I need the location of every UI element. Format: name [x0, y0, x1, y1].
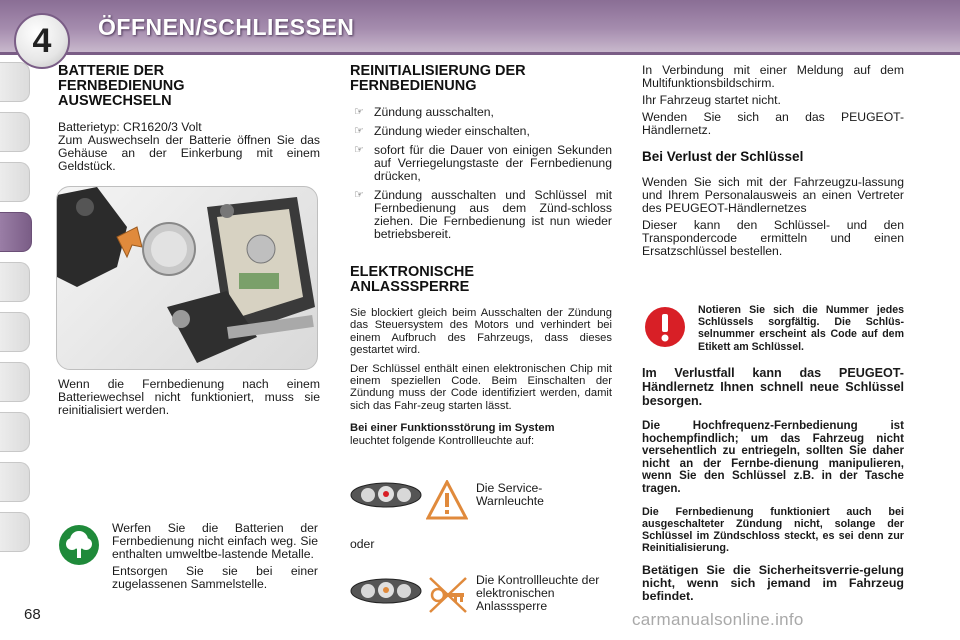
immobiliser-section-title: ELEKTRONISCHE ANLASSSPERRE — [350, 264, 475, 295]
malfunction-text: leuchtet folgende Kontrollleuchte auf: — [350, 434, 535, 447]
immobiliser-key-crossed-icon — [426, 574, 470, 621]
warning-triangle-icon — [426, 480, 468, 525]
chapter-tab-rail — [0, 62, 34, 582]
dashboard-immobiliser-lamp-icon — [350, 578, 422, 609]
chapter-tab-8[interactable] — [0, 412, 30, 452]
watermark: carmanualsonline.info — [632, 610, 804, 629]
reinit-section-title: REINITIALISIERUNG DER FERNBEDIENUNG — [350, 63, 526, 94]
header-divider — [0, 52, 960, 55]
chapter-tab-2[interactable] — [0, 112, 30, 152]
immobiliser-text-1: Sie blockiert gleich beim Ausschalten der Zündung das Steuersystem des Motors und verhindert bei einem Aufbruch des Fahrzeugs, dass dieses gestartet wird. — [350, 307, 612, 357]
reinit-steps-list — [350, 106, 612, 241]
reinit-hint: Wenn die Fernbedienung nach einem Batteriewechsel nicht funktioniert, muss sie reinitialisiert werden. — [58, 377, 320, 417]
immobiliser-text-2: Der Schlüssel enthält einen elektronischen Chip mit einem speziellen Code. Beim Einschalten der Zündung muss der Code identifiziert werden, damit sich das Fahr-zeug starten lässt. — [350, 362, 612, 412]
intro-text-3: Wenden Sie sich an das PEUGEOT-Händlernetz. — [642, 110, 904, 137]
lost-keys-title: Bei Verlust der Schlüssel — [642, 149, 804, 164]
environment-note — [112, 522, 318, 591]
column-reinit — [350, 64, 612, 447]
chapter-tab-1[interactable] — [0, 62, 30, 102]
environment-text-2: Entsorgen Sie sie bei einer zugelassenen Sammelstelle. — [112, 564, 318, 591]
chapter-tab-5[interactable] — [0, 262, 30, 302]
chapter-tab-4-active[interactable] — [0, 212, 32, 252]
ignition-off-note: Die Fernbedienung funktioniert auch bei ausgeschalteter Zündung nicht, solange der Schlüssel im Zündschloss steckt, es sei denn zur Reinitialisierung. — [642, 505, 904, 554]
intro-text-1: In Verbindung mit einer Meldung auf dem Multifunktionsbildschirm. — [642, 63, 904, 90]
chapter-number-badge: 4 — [14, 13, 70, 69]
list-item: ☞ Zündung ausschalten, — [354, 105, 494, 119]
list-item: ☞ Zündung wieder einschalten, — [354, 124, 530, 138]
key-number-note: Notieren Sie sich die Nummer jedes Schlüssels sorgfältig. Die Schlüs-selnummer erscheint als Code auf dem Etikett am Schlüssel. — [698, 304, 904, 353]
hand-pointer-icon: ☞ — [354, 144, 364, 156]
environment-text-1: Werfen Sie die Batterien der Fernbedienung nicht einfach weg. Sie enthalten umweltbe-lastende Metalle. — [112, 521, 318, 561]
safety-lock-note: Betätigen Sie die Sicherheitsverrie-gelung nicht, wenn sich jemand im Fahrzeug befindet. — [642, 562, 904, 603]
remote-key-illustration — [57, 187, 318, 370]
page-title: ÖFFNEN/SCHLIESSEN — [98, 14, 355, 40]
chapter-tab-10[interactable] — [0, 512, 30, 552]
battery-section-title: BATTERIE DER FERNBEDIENUNG AUSWECHSELN — [58, 63, 185, 109]
high-frequency-note: Die Hochfrequenz-Fernbedienung ist hochempfindlich; um das Fahrzeug nicht versehentlich zu entriegeln, sollten Sie daher nicht an der Fernbe-dienung manipulieren, wenn Sie den Schlüssel z.B. in der Tasche tragen. — [642, 419, 904, 495]
list-item: ☞ Zündung ausschalten und Schlüssel mit Fernbedienung aus dem Zünd-schloss ziehen. Die Fernbedienung ist nun wieder betriebsbereit. — [354, 188, 612, 241]
column-lost-keys — [642, 64, 904, 258]
or-separator: oder — [350, 537, 375, 551]
chapter-tab-9[interactable] — [0, 462, 30, 502]
service-lamp-label: Die Service-Warnleuchte — [476, 481, 544, 508]
chapter-tab-3[interactable] — [0, 162, 30, 202]
recycling-icon — [58, 524, 100, 566]
hand-pointer-icon: ☞ — [354, 125, 364, 137]
hand-pointer-icon: ☞ — [354, 106, 364, 118]
dashboard-service-lamp-icon — [350, 482, 422, 513]
chapter-tab-6[interactable] — [0, 312, 30, 352]
intro-text-2: Ihr Fahrzeug startet nicht. — [642, 93, 781, 107]
lost-keys-text-2: Dieser kann den Schlüssel- und den Transpondercode ermitteln und einen Ersatzschlüssel bestellen. — [642, 218, 904, 258]
remote-battery-photo — [56, 186, 318, 370]
battery-instructions: Zum Auswechseln der Batterie öffnen Sie das Gehäuse an der Einkerbung mit einem Geldstück. — [58, 133, 320, 173]
dealer-note: Im Verlustfall kann das PEUGEOT-Händlernetz Ihnen schnell neue Schlüssel besorgen. — [642, 366, 904, 408]
battery-type: Batterietyp: CR1620/3 Volt — [58, 120, 202, 134]
lost-keys-text-1: Wenden Sie sich mit der Fahrzeugzu-lassung und Ihrem Personalausweis an einen Vertreter des PEUGEOT-Händlernetzes — [642, 175, 904, 215]
chapter-tab-7[interactable] — [0, 362, 30, 402]
hand-pointer-icon: ☞ — [354, 189, 364, 201]
malfunction-heading: Bei einer Funktionsstörung im System — [350, 422, 555, 435]
list-item: ☞ sofort für die Dauer von einigen Sekunden auf Verriegelungstaste der Fernbedienung drücken, — [354, 143, 612, 183]
exclamation-warning-icon — [644, 306, 686, 353]
column-battery — [58, 64, 320, 173]
immobiliser-lamp-label: Die Kontrollleuchte der elektronischen Anlasssperre — [476, 573, 600, 613]
page-number: 68 — [24, 606, 41, 623]
lost-keys-details — [642, 366, 904, 603]
